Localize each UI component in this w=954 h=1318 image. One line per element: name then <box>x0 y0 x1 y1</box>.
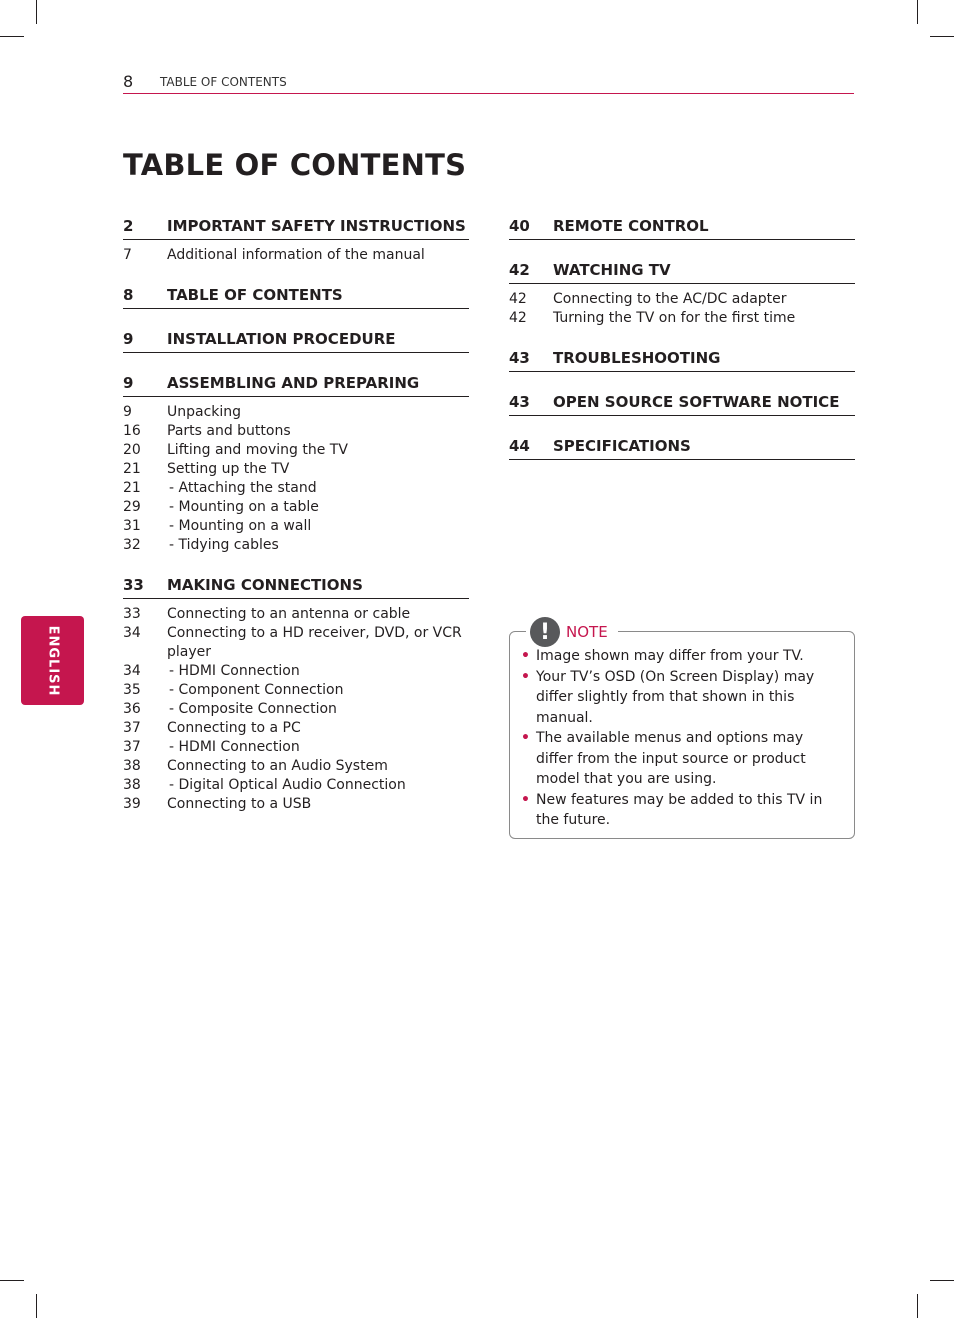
entry-title: Setting up the TV <box>167 461 290 477</box>
toc-subentry[interactable] <box>123 700 469 719</box>
toc-subentry[interactable] <box>123 662 469 681</box>
entry-page-number: 21 <box>123 480 141 496</box>
entry-title: Additional information of the manual <box>167 247 425 263</box>
section-title: MAKING CONNECTIONS <box>167 576 363 594</box>
entry-title: - Attaching the stand <box>167 479 469 498</box>
toc-entry[interactable] <box>123 624 469 662</box>
crop-mark <box>930 1280 954 1281</box>
entry-page-number: 21 <box>123 461 141 477</box>
entry-title: Connecting to the AC/DC adapter <box>553 291 787 307</box>
toc-subentry[interactable] <box>123 517 469 536</box>
toc-section-heading[interactable] <box>509 436 855 460</box>
toc-subentry[interactable] <box>123 776 469 795</box>
entry-page-number: 34 <box>123 663 141 679</box>
toc-section-heading[interactable] <box>509 260 855 284</box>
entry-page-number: 36 <box>123 701 141 717</box>
entry-page-number: 29 <box>123 499 141 515</box>
toc-section <box>123 329 469 353</box>
section-page-number: 8 <box>123 286 134 304</box>
toc-section-heading[interactable] <box>123 329 469 353</box>
section-title: OPEN SOURCE SOFTWARE NOTICE <box>553 393 840 411</box>
toc-entry[interactable] <box>123 246 469 265</box>
entry-page-number: 38 <box>123 777 141 793</box>
toc-entry[interactable] <box>123 441 469 460</box>
note-list <box>520 646 840 831</box>
section-title: ASSEMBLING AND PREPARING <box>167 374 420 392</box>
language-tab-label: ENGLISH <box>45 625 60 696</box>
entry-title: - HDMI Connection <box>167 662 469 681</box>
note-box <box>509 619 855 839</box>
toc-section-heading[interactable] <box>123 216 469 240</box>
note-item: • The available menus and options may differ from the input source or product model that you are using. <box>520 728 840 790</box>
section-title: INSTALLATION PROCEDURE <box>167 330 396 348</box>
toc-section <box>509 436 855 460</box>
entry-page-number: 20 <box>123 442 141 458</box>
entry-title: Connecting to an Audio System <box>167 758 388 774</box>
language-tab <box>21 616 84 705</box>
entry-page-number: 42 <box>509 310 527 326</box>
exclamation-icon: ! <box>530 617 560 647</box>
crop-mark <box>917 0 918 24</box>
entry-title: - HDMI Connection <box>167 738 469 757</box>
toc-entry[interactable] <box>123 460 469 479</box>
toc-section <box>509 260 855 328</box>
toc-entry[interactable] <box>123 757 469 776</box>
note-label: NOTE <box>566 623 608 641</box>
entry-title: Connecting to a PC <box>167 720 301 736</box>
section-title: WATCHING TV <box>553 261 671 279</box>
note-item: • Image shown may differ from your TV. <box>520 646 840 667</box>
toc-subentry[interactable] <box>123 738 469 757</box>
entry-title: Turning the TV on for the first time <box>553 310 796 326</box>
entry-page-number: 38 <box>123 758 141 774</box>
toc-entry-list <box>123 397 469 555</box>
entry-title: - Component Connection <box>167 681 469 700</box>
toc-section-heading[interactable] <box>509 348 855 372</box>
page-number: 8 <box>123 72 134 91</box>
entry-title: Lifting and moving the TV <box>167 442 348 458</box>
entry-page-number: 37 <box>123 720 141 736</box>
note-item: • New features may be added to this TV in the future. <box>520 790 840 831</box>
crop-mark <box>917 1294 918 1318</box>
toc-section <box>123 216 469 265</box>
section-title: SPECIFICATIONS <box>553 437 691 455</box>
toc-section-heading[interactable] <box>509 392 855 416</box>
section-title: REMOTE CONTROL <box>553 217 709 235</box>
section-page-number: 44 <box>509 437 530 455</box>
entry-title: - Composite Connection <box>167 700 469 719</box>
toc-section <box>509 392 855 416</box>
entry-page-number: 31 <box>123 518 141 534</box>
page-title: TABLE OF CONTENTS <box>123 148 467 182</box>
entry-page-number: 7 <box>123 247 132 263</box>
note-item: • Your TV’s OSD (On Screen Display) may differ slightly from that shown in this manual. <box>520 667 840 729</box>
section-page-number: 43 <box>509 393 530 411</box>
toc-section <box>123 373 469 555</box>
running-title: TABLE OF CONTENTS <box>160 75 287 89</box>
toc-entry[interactable] <box>123 795 469 814</box>
entry-page-number: 33 <box>123 606 141 622</box>
crop-mark <box>36 0 37 24</box>
toc-section <box>509 348 855 372</box>
entry-page-number: 9 <box>123 404 132 420</box>
toc-subentry[interactable] <box>123 536 469 555</box>
toc-section-heading[interactable] <box>509 216 855 240</box>
entry-title: Connecting to a HD receiver, DVD, or VCR player <box>167 625 462 660</box>
toc-section-heading[interactable] <box>123 575 469 599</box>
toc-section-heading[interactable] <box>123 373 469 397</box>
toc-section <box>509 216 855 240</box>
entry-title: Unpacking <box>167 404 242 420</box>
toc-right-column <box>509 216 855 480</box>
toc-entry[interactable] <box>509 290 855 309</box>
section-page-number: 33 <box>123 576 144 594</box>
section-page-number: 43 <box>509 349 530 367</box>
section-title: TABLE OF CONTENTS <box>167 286 343 304</box>
crop-mark <box>0 1280 24 1281</box>
toc-entry[interactable] <box>123 605 469 624</box>
toc-entry[interactable] <box>123 403 469 422</box>
section-title: IMPORTANT SAFETY INSTRUCTIONS <box>167 217 466 235</box>
section-page-number: 40 <box>509 217 530 235</box>
section-title: TROUBLESHOOTING <box>553 349 721 367</box>
section-page-number: 9 <box>123 374 134 392</box>
entry-title: Connecting to a USB <box>167 796 312 812</box>
toc-section <box>123 285 469 309</box>
toc-subentry[interactable] <box>123 498 469 517</box>
entry-title: - Mounting on a wall <box>167 517 469 536</box>
entry-page-number: 32 <box>123 537 141 553</box>
toc-section <box>123 575 469 814</box>
section-page-number: 2 <box>123 217 134 235</box>
toc-entry-list <box>509 284 855 328</box>
section-page-number: 42 <box>509 261 530 279</box>
entry-title: - Digital Optical Audio Connection <box>167 776 469 795</box>
entry-page-number: 39 <box>123 796 141 812</box>
entry-page-number: 34 <box>123 625 141 641</box>
toc-subentry[interactable] <box>123 681 469 700</box>
toc-entry[interactable] <box>509 309 855 328</box>
toc-entry-list <box>123 599 469 814</box>
entry-page-number: 16 <box>123 423 141 439</box>
note-header <box>526 616 618 648</box>
crop-mark <box>0 36 24 37</box>
page-header <box>123 72 854 94</box>
entry-page-number: 37 <box>123 739 141 755</box>
entry-title: - Tidying cables <box>167 536 469 555</box>
entry-title: - Mounting on a table <box>167 498 469 517</box>
crop-mark <box>36 1294 37 1318</box>
section-page-number: 9 <box>123 330 134 348</box>
entry-page-number: 35 <box>123 682 141 698</box>
toc-subentry[interactable] <box>123 479 469 498</box>
toc-entry[interactable] <box>123 719 469 738</box>
toc-left-column <box>123 216 469 834</box>
entry-title: Connecting to an antenna or cable <box>167 606 411 622</box>
toc-entry[interactable] <box>123 422 469 441</box>
toc-section-heading[interactable] <box>123 285 469 309</box>
crop-mark <box>930 36 954 37</box>
entry-title: Parts and buttons <box>167 423 291 439</box>
toc-entry-list <box>123 240 469 265</box>
entry-page-number: 42 <box>509 291 527 307</box>
